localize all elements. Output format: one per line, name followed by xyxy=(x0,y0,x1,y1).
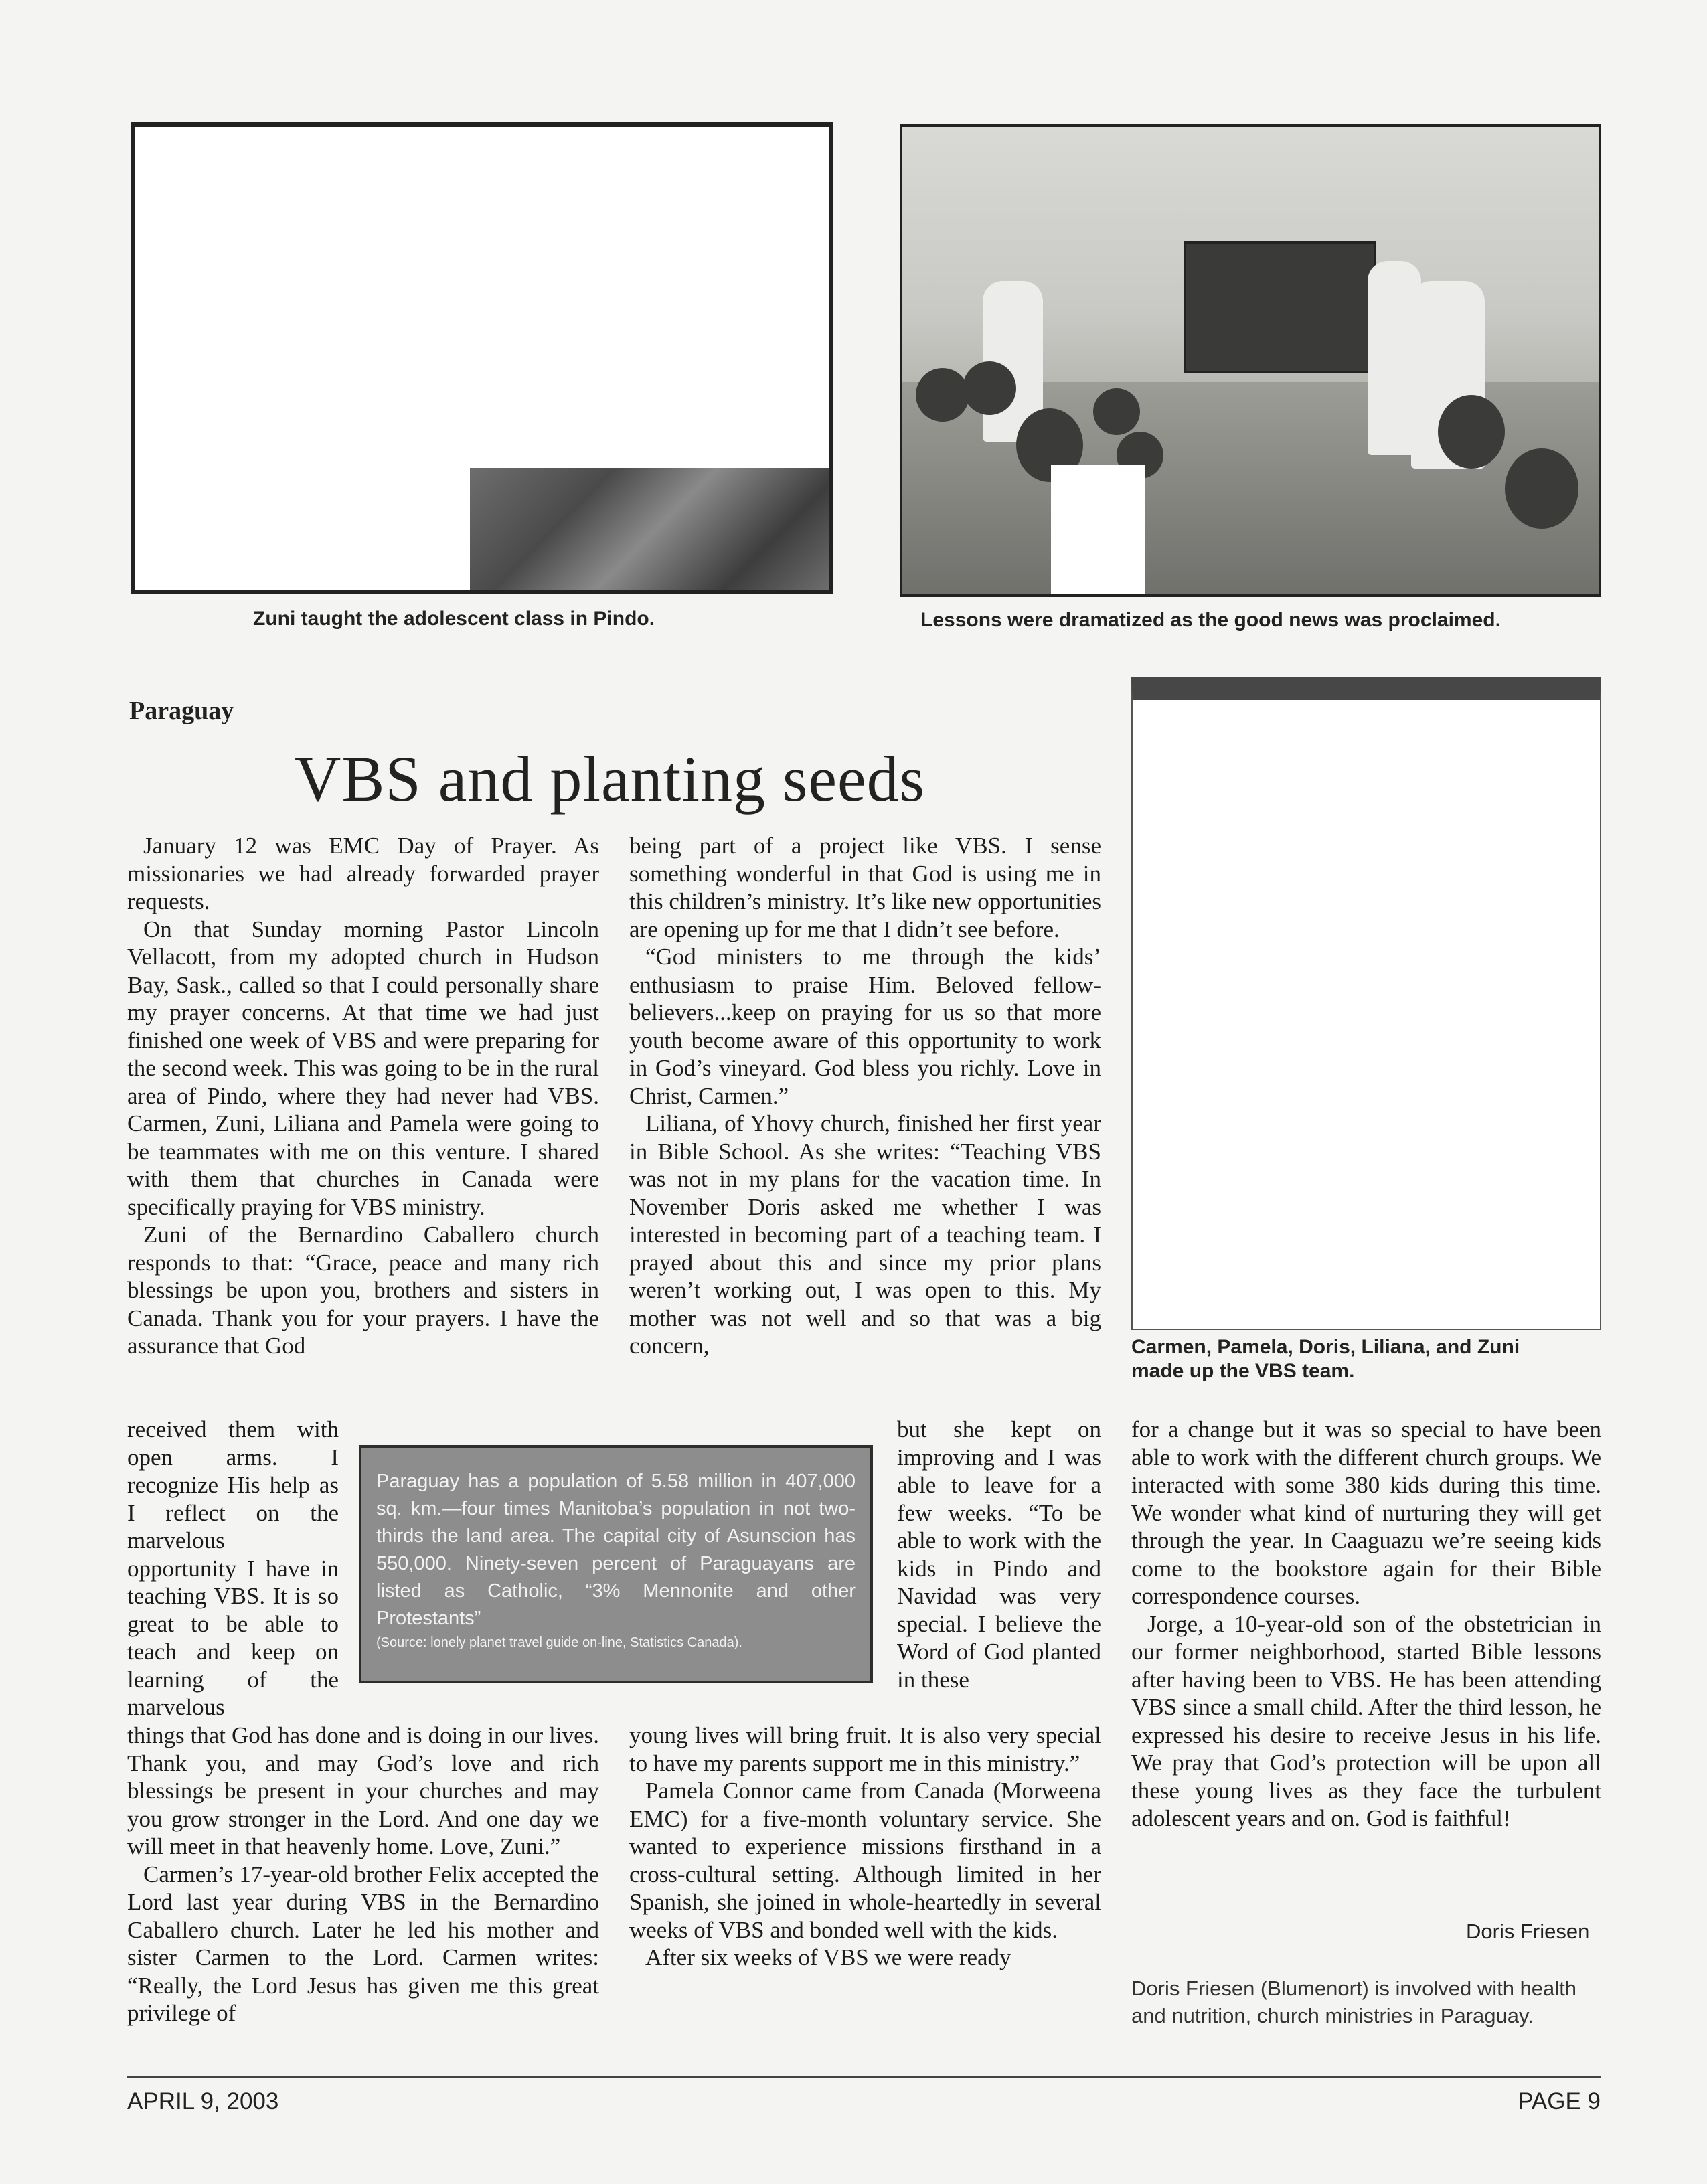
photo-chalkboard xyxy=(1184,241,1376,373)
article-paragraph: Pamela Connor came from Canada (Morweena EMC) for a five-month voluntary service. She wanted to experience missions firsthand in a cross-cultural setting. Although limited in her Spanish, she joined in whole-heartedly in several weeks of VBS and bonded well with the kids. xyxy=(629,1778,1101,1943)
article-paragraph: being part of a project like VBS. I sense something wonderful in that God is using me in this children’s ministry. It’s like new opportunities are opening up for me that I didn’t see before. xyxy=(629,833,1101,942)
photo-caption-team-line2: made up the VBS team. xyxy=(1131,1360,1355,1382)
photo-child-head xyxy=(916,368,969,422)
photo-redacted-area xyxy=(1051,465,1145,596)
photo-child-head xyxy=(1505,448,1578,529)
article-paragraph: Zuni of the Bernardino Caballero church responds to that: “Grace, peace and many rich blessings be upon you, brothers and sisters in Canada. Thank you for your prayers. I have the assurance that God xyxy=(127,1222,599,1359)
article-column-1 xyxy=(127,832,599,1360)
article-wrap-left xyxy=(127,1416,339,1721)
article-paragraph: Jorge, a 10-year-old son of the obstetrician in our former neighborhood, started Bible lessons after having been to VBS. He has been attending VBS since a small child. After the third lesson, he expressed his desire to receive Jesus in his life. We pray that God’s protection will be upon all these young lives as they face the turbulent adolescent years and on. God is faithful! xyxy=(1131,1610,1601,1831)
photo-redacted-area xyxy=(135,468,470,594)
photo-caption-left: Zuni taught the adolescent class in Pindo. xyxy=(253,608,655,630)
article-paragraph: January 12 was EMC Day of Prayer. As missionaries we had already forwarded prayer requests. xyxy=(127,833,599,914)
photo-child-head xyxy=(963,361,1016,415)
footer-rule xyxy=(127,2076,1601,2078)
article-paragraph: “God ministers to me through the kids’ enthusiasm to praise Him. Beloved fellow-believers...keep on praying for us so that more youth become aware of this opportunity to work in God’s vineyard. God bless you richly. Love in Christ, Carmen.” xyxy=(629,944,1101,1109)
fact-box-text: Paraguay has a population of 5.58 million in 407,000 sq. km.—four times Manitoba’s population in not two-thirds the land area. The capital city of Asunscion has 550,000. Ninety-seven percent of Paraguayans are listed as Catholic, “3% Mennonite and other Protestants” xyxy=(376,1471,856,1629)
article-column-3 xyxy=(1131,1416,1601,1833)
article-headline: VBS and planting seeds xyxy=(295,743,925,815)
fact-box-paraguay xyxy=(359,1445,873,1683)
footer-date: APRIL 9, 2003 xyxy=(127,2088,279,2114)
article-paragraph: young lives will bring fruit. It is also very special to have my parents support me in this ministry.” xyxy=(629,1722,1101,1776)
article-wrap-right xyxy=(897,1416,1101,1693)
photo-caption-right: Lessons were dramatized as the good news was proclaimed. xyxy=(920,609,1501,631)
article-paragraph: things that God has done and is doing in our lives. Thank you, and may God’s love and rich blessings be present in your churches and may you grow stronger in the Lord. And one day we will meet in that heavenly home. Love, Zuni.” xyxy=(127,1722,599,1859)
photo-vbs-team xyxy=(1131,677,1601,1330)
article-paragraph: Carmen’s 17-year-old brother Felix accepted the Lord last year during VBS in the Bernardino Caballero church. Later he led his mother and sister Carmen to the Lord. Carmen writes: “Really, the Lord Jesus has given me this great privilege of xyxy=(127,1861,599,2026)
article-paragraph: received them with open arms. I recognize His help as I reflect on the marvelous opportunity I have in teaching VBS. It is so great to be able to teach and keep on learning of the marvelous xyxy=(127,1416,339,1720)
author-signature: Doris Friesen xyxy=(1466,1920,1590,1943)
article-paragraph: for a change but it was so special to have been able to work with the different church groups. We interacted with some 380 kids during this time. We wonder what kind of nurturing they will get through the year. In Caaguazu we’re seeing kids come to the bookstore again for their Bible correspondence courses. xyxy=(1131,1416,1601,1609)
photo-redacted-area xyxy=(135,127,833,468)
article-paragraph: After six weeks of VBS we were ready xyxy=(645,1944,1011,1970)
article-column-1-bottom xyxy=(127,1721,599,2027)
article-column-2 xyxy=(629,832,1101,1360)
author-bio: Doris Friesen (Blumenort) is involved with health and nutrition, church ministries in Paraguay. xyxy=(1131,1977,1577,2027)
photo-dramatized-lesson xyxy=(900,124,1601,597)
article-paragraph: On that Sunday morning Pastor Lincoln Vellacott, from my adopted church in Hudson Bay, Sask., called so that I could personally share my prayer concerns. At that time we had just finished one week of VBS and were preparing for the second week. This was going to be in the rural area of Pindo, where they had never had VBS. Carmen, Zuni, Liliana and Pamela were going to be teammates with me on this venture. I shared with them that churches in Canada were specifically praying for VBS ministry. xyxy=(127,916,599,1220)
section-kicker: Paraguay xyxy=(129,697,234,725)
article-column-2-bottom xyxy=(629,1721,1101,1972)
article-paragraph: but she kept on improving and I was able to leave for a few weeks. “To be able to work with the kids in Pindo and Navidad was very special. I believe the Word of God planted in these xyxy=(897,1416,1101,1693)
photo-child-head xyxy=(1093,388,1140,435)
article-paragraph: Liliana, of Yhovy church, finished her first year in Bible School. As she writes: “Teaching VBS was not in my plans for the vacation time. In November Doris asked me whether I was interested in becoming part of a teaching team. I prayed about this and since my prior plans weren’t working out, I was open to this. My mother was not well and so that was a big concern, xyxy=(629,1110,1101,1359)
photo-child-head xyxy=(1438,395,1505,469)
photo-grass-area xyxy=(463,468,833,594)
footer-page-number: PAGE 9 xyxy=(1518,2088,1601,2114)
photo-zuni-class xyxy=(131,122,833,594)
photo-caption-team-line1: Carmen, Pamela, Doris, Liliana, and Zuni xyxy=(1131,1336,1520,1358)
fact-box-source: (Source: lonely planet travel guide on-line, Statistics Canada). xyxy=(376,1635,742,1650)
